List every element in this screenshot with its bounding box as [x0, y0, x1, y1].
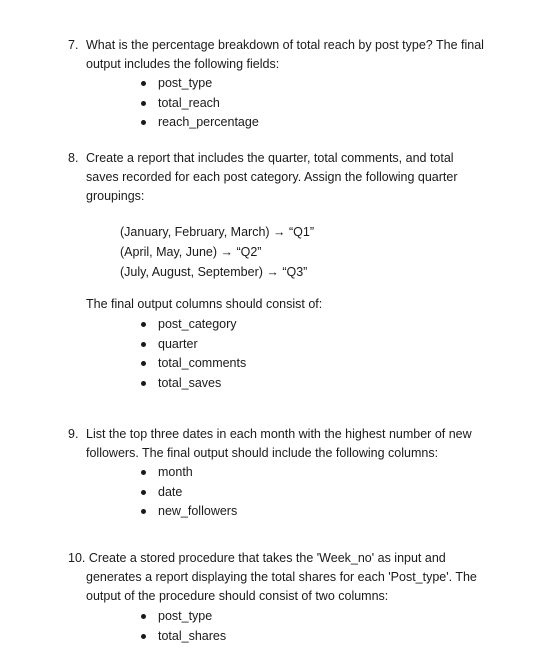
- question-8-columns-intro: The final output columns should consist of:: [86, 297, 323, 311]
- question-9: [68, 425, 508, 463]
- list-item: post_category: [138, 315, 246, 335]
- question-number: 9.: [68, 427, 79, 441]
- question-8-line-1: [68, 149, 508, 168]
- question-text: Create a stored procedure that takes the 'Week_no' as input and: [88, 551, 446, 565]
- question-8: [68, 149, 508, 206]
- list-item: post_type: [138, 607, 226, 627]
- question-9-line-2: followers. The final output should include the following columns:: [86, 446, 439, 460]
- question-number: 8.: [68, 151, 79, 165]
- question-7-field-list: [138, 74, 259, 133]
- list-item: total_reach: [138, 94, 259, 114]
- question-8-line-3: groupings:: [86, 189, 145, 203]
- question-number: 10.: [68, 551, 86, 565]
- question-9-field-list: [138, 463, 237, 522]
- list-item: total_saves: [138, 374, 246, 394]
- question-10-line-2: generates a report displaying the total shares for each 'Post_type'. The: [86, 570, 477, 584]
- list-item: post_type: [138, 74, 259, 94]
- quarter-mapping: [120, 222, 420, 282]
- list-item: total_comments: [138, 354, 246, 374]
- question-9-line-1: [68, 425, 508, 444]
- list-item: quarter: [138, 335, 246, 355]
- quarter-mapping-row: (April, May, June) → “Q2”: [120, 245, 262, 259]
- list-item: date: [138, 483, 237, 503]
- list-item: new_followers: [138, 502, 237, 522]
- list-item: total_shares: [138, 627, 226, 647]
- question-text: What is the percentage breakdown of total reach by post type? The final: [86, 38, 484, 52]
- question-10-line-1: [68, 549, 508, 568]
- list-item: month: [138, 463, 237, 483]
- question-8-line-2: saves recorded for each post category. Assign the following quarter: [86, 170, 458, 184]
- question-7: [68, 36, 508, 74]
- question-10-field-list: [138, 607, 226, 646]
- question-8-field-list: [138, 315, 246, 393]
- question-7-line-1: [68, 36, 508, 55]
- question-7-line-2: output includes the following fields:: [86, 57, 280, 71]
- question-10-line-3: output of the procedure should consist of two columns:: [86, 589, 389, 603]
- list-item: reach_percentage: [138, 113, 259, 133]
- question-text: Create a report that includes the quarter, total comments, and total: [86, 151, 454, 165]
- question-text: List the top three dates in each month with the highest number of new: [86, 427, 472, 441]
- question-10: [68, 549, 508, 606]
- question-number: 7.: [68, 38, 79, 52]
- quarter-mapping-row: (July, August, September) → “Q3”: [120, 265, 308, 279]
- quarter-mapping-row: (January, February, March) → “Q1”: [120, 225, 315, 239]
